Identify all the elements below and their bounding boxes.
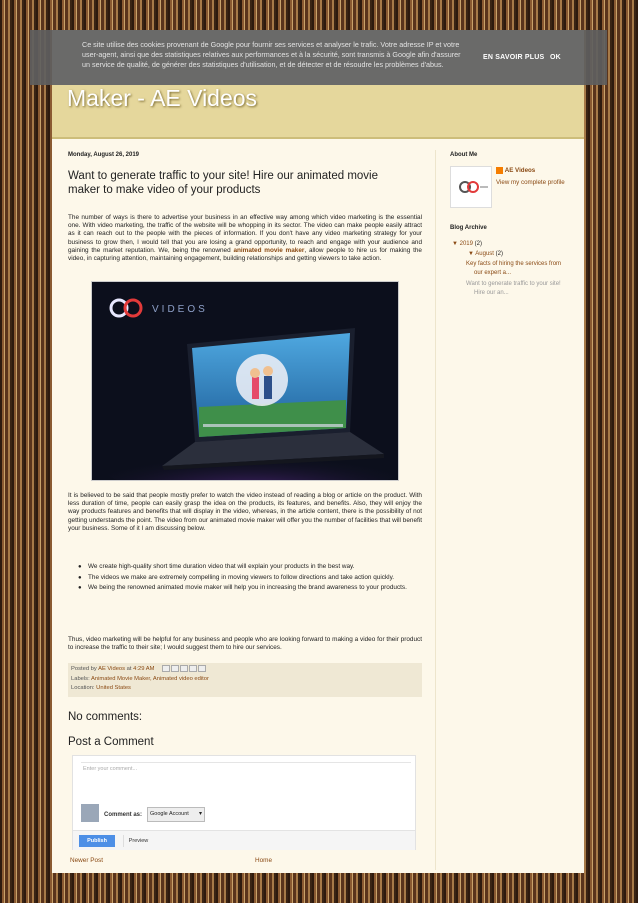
month-count: (2) xyxy=(495,251,503,257)
list-item: ● We being the renowned animated movie maker will help you in increasing the brand awareness to your products. xyxy=(78,583,408,594)
newer-post-link[interactable]: Newer Post xyxy=(70,857,104,864)
post-paragraph-2: It is believed to be said that people mostly prefer to watch the video instead of reading a blog or article on the product. With less duration of time, people can easily grasp the idea on the products, its features, and benefits. Also, they will enjoy the way products features and benefits that will display in the video, whereas, in the article content, there is the possibility of not getting understands the point. The video from our animated movie maker will offer you the number of facilities that will benefit your business. Some of it I am discussing below. xyxy=(68,492,422,532)
share-buttons xyxy=(162,665,206,672)
benefit-list xyxy=(78,562,408,594)
post-byline xyxy=(71,665,419,675)
post-comment-heading: Post a Comment xyxy=(68,736,154,748)
home-link[interactable]: Home xyxy=(255,857,273,864)
animated-movie-maker-link[interactable]: animated movie maker xyxy=(233,246,305,254)
list-item: ● The videos we make are extremely compelling in moving viewers to follow directions and take action quickly. xyxy=(78,573,408,584)
twitter-icon[interactable] xyxy=(180,665,188,672)
archive-month xyxy=(452,249,572,259)
no-comments-heading: No comments: xyxy=(68,711,143,723)
archive-post-link[interactable]: Key facts of hiring the services from our expert a... xyxy=(466,261,562,276)
post-date: Monday, August 26, 2019 xyxy=(68,152,140,158)
labels-links[interactable]: Animated Movie Maker, Animated video editor xyxy=(91,675,209,682)
laptop-illustration xyxy=(92,282,399,481)
avatar xyxy=(81,804,99,822)
hero-image xyxy=(91,281,399,481)
publish-button[interactable]: Publish xyxy=(79,835,115,847)
year-count: (2) xyxy=(474,241,482,247)
account-select[interactable] xyxy=(147,807,205,822)
account-select-value: Google Account xyxy=(150,811,189,817)
profile-photo[interactable] xyxy=(450,166,492,208)
author-link[interactable]: AE Videos xyxy=(98,666,126,673)
location-link[interactable]: United States xyxy=(96,685,131,692)
profile-name-link[interactable]: AE Videos xyxy=(504,167,536,174)
main-content xyxy=(68,152,424,864)
expand-toggle-icon[interactable]: ▼ xyxy=(452,241,458,247)
hero-logo-text: VIDEOS xyxy=(152,304,208,315)
comment-form xyxy=(72,755,416,850)
chevron-down-icon: ▾ xyxy=(198,811,202,817)
archive-year xyxy=(452,239,572,249)
preview-button[interactable]: Preview xyxy=(123,835,153,847)
post-title[interactable]: Want to generate traffic to your site! Hire our animated movie maker to make video of your products xyxy=(68,170,379,196)
comment-input[interactable]: Enter your comment... xyxy=(81,762,411,804)
archive-tree xyxy=(452,239,572,297)
comment-as-label: Comment as: xyxy=(104,812,143,818)
archive-post-link[interactable]: Want to generate traffic to your site! Hire our an... xyxy=(466,281,561,296)
blogthis-icon[interactable] xyxy=(171,665,179,672)
pinterest-icon[interactable] xyxy=(198,665,206,672)
post-labels xyxy=(71,675,419,685)
posted-by-label: Posted by xyxy=(71,666,97,673)
cookie-banner xyxy=(30,30,607,85)
ok-button[interactable]: OK xyxy=(550,54,561,61)
facebook-icon[interactable] xyxy=(189,665,197,672)
archive-post-list xyxy=(452,260,572,297)
paragraph-text: , allow people to hire us for making the video, in capturing attention, maintaining engagement, building relationships and getting viewers to take action. xyxy=(68,246,422,263)
learn-more-button[interactable]: EN SAVOIR PLUS xyxy=(483,54,545,61)
comment-actions xyxy=(73,830,415,850)
blog-archive-heading: Blog Archive xyxy=(450,225,487,231)
email-icon[interactable] xyxy=(162,665,170,672)
list-item: ● We create high-quality short time duration video that will explain your products in the best way. xyxy=(78,562,408,573)
month-link[interactable]: August xyxy=(475,251,494,257)
post-time-link[interactable]: 4:29 AM xyxy=(133,666,155,673)
blogger-icon xyxy=(496,167,503,174)
cookie-text: Ce site utilise des cookies provenant de Google pour fournir ses services et analyser le trafic. Votre adresse IP et votre user-agent, ainsi que des statistiques relatives aux performances et à la sécurité, sont transmis à Google afin d'assurer un service de qualité, de générer des statistiques d'utilisation, et de détecter et de résoudre les problèmes d'abus. xyxy=(82,40,461,69)
post-footer xyxy=(68,663,422,697)
column-divider xyxy=(435,150,436,870)
year-link[interactable]: 2019 xyxy=(459,241,473,247)
paragraph-text: The number of ways is there to advertise your business in an effective way among which video marketing is the essential one. With video marketing, the traffic of the website will be whopping in its sector. The video can make people easily attract as it can reach out to the people with the pieces of information. If you don't have any video marketing strategy for your business to grow then, I would tell that you are losing a grand opportunity, to reach and engage with your audience and gaining the market reputation. We, being the renowned xyxy=(68,214,422,254)
location-label: Location: xyxy=(71,685,95,692)
at-label: at xyxy=(126,666,132,673)
expand-toggle-icon[interactable]: ▼ xyxy=(468,251,474,257)
about-me-heading: About Me xyxy=(450,152,478,158)
labels-label: Labels: xyxy=(71,675,90,682)
view-profile-link[interactable]: View my complete profile xyxy=(496,179,565,186)
profile-name-row xyxy=(496,166,576,175)
blog-header xyxy=(52,85,584,139)
profile-info xyxy=(496,166,576,187)
ae-logo-icon xyxy=(451,167,491,207)
post-paragraph-1 xyxy=(68,214,422,263)
post-location xyxy=(71,684,419,694)
post-paragraph-3: Thus, video marketing will be helpful for any business and people who are looking forward to making a video for their product to increase the traffic to their site; I would suggest them to hire our services. xyxy=(68,636,422,652)
blog-title[interactable]: Maker - AE Videos xyxy=(67,85,258,111)
